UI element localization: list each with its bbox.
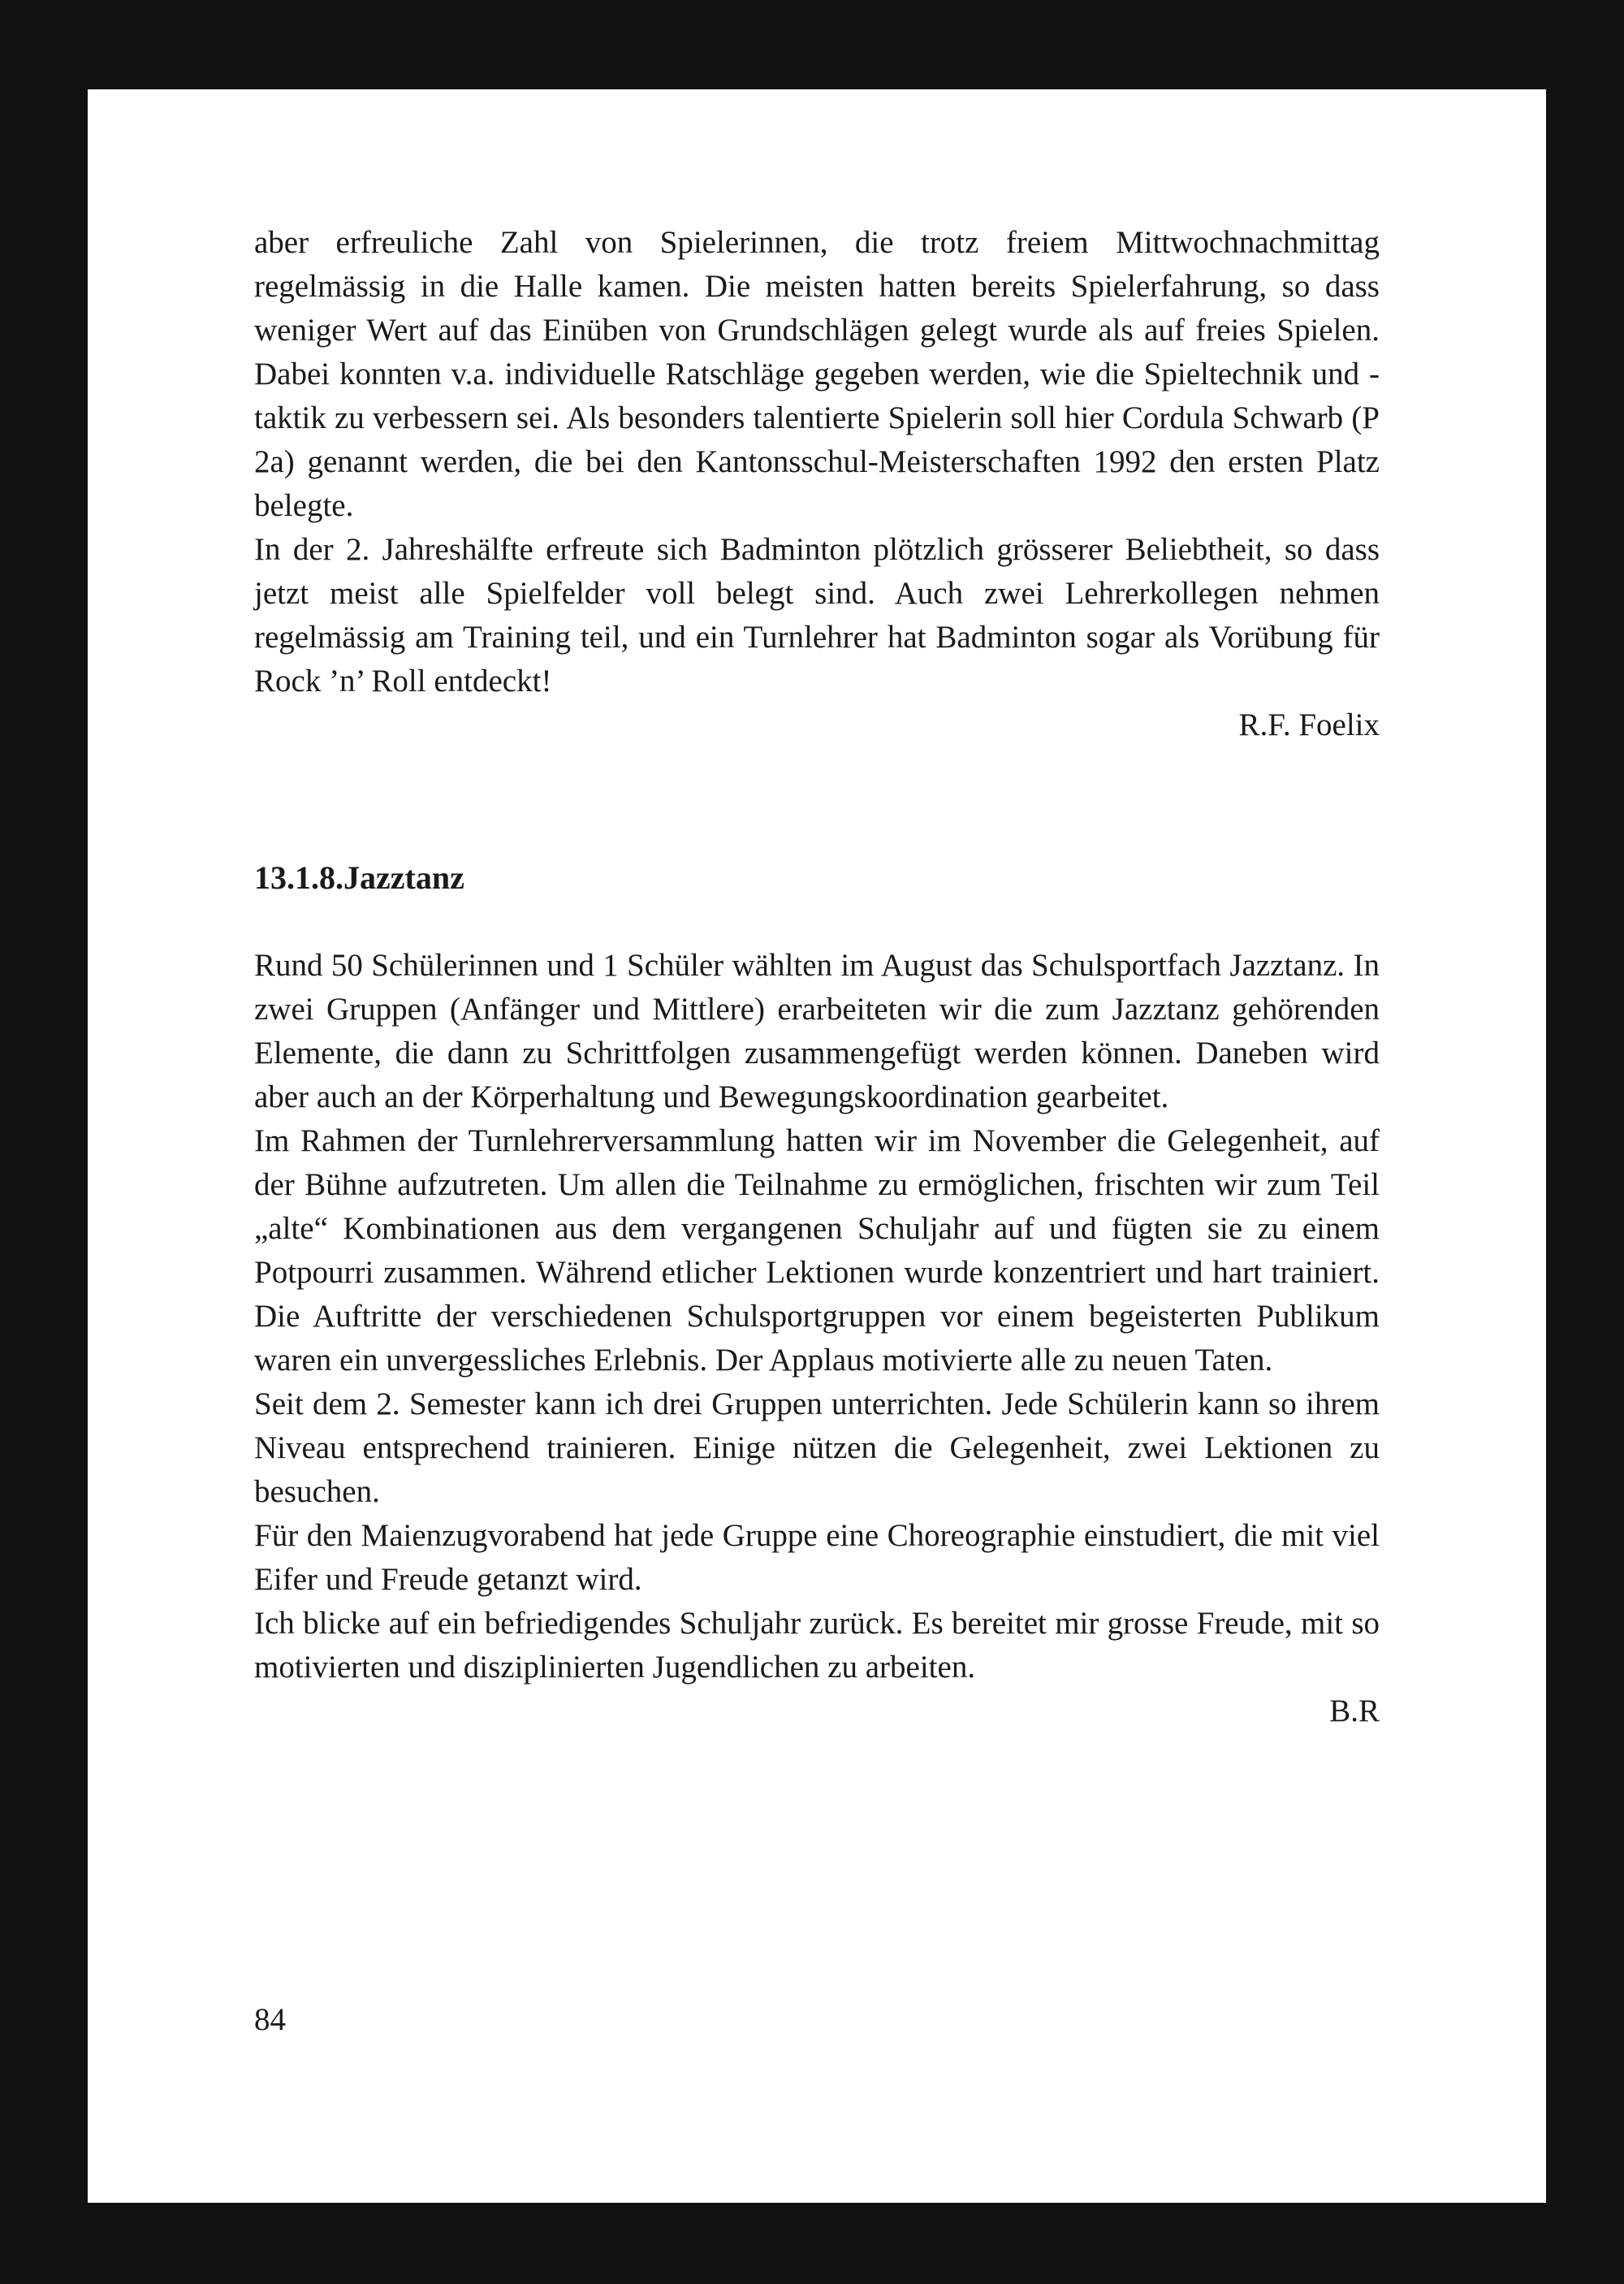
jazztanz-paragraph-2: Im Rahmen der Turnlehrerversammlung hatten wir im November die Gelegenheit, auf der Bühne aufzutreten. Um allen die Teilnahme zu ermöglichen, frischten wir zum Teil „alte“ Kombinationen aus dem vergangenen Schuljahr auf und fügten sie zu einem Potpourri zusammen. Während etlicher Lektionen wurde konzentriert und hart trainiert. Die Auftritte der verschiedenen Schulsportgruppen vor einem begeisterten Publikum waren ein unvergessliches Erlebnis. Der Applaus motivierte alle zu neuen Taten. <box>254 1123 1380 1378</box>
jazztanz-paragraph-4: Für den Maienzugvorabend hat jede Gruppe eine Choreographie einstudiert, die mit viel Eifer und Freude getanzt wird. <box>254 1518 1380 1597</box>
badminton-paragraph-2: In der 2. Jahreshälfte erfreute sich Badminton plötzlich grösserer Beliebtheit, so dass jetzt meist alle Spielfelder voll belegt sind. Auch zwei Lehrerkollegen nehmen regelmässig am Training teil, und ein Turnlehrer hat Badminton sogar als Vorübung für Rock ’n’ Roll entdeckt! <box>254 532 1380 699</box>
jazztanz-signature: B.R <box>1329 1694 1380 1728</box>
page-number: 84 <box>254 2002 286 2037</box>
section-heading-jazztanz: 13.1.8.Jazztanz <box>254 859 464 896</box>
text-column <box>254 221 1380 1733</box>
jazztanz-paragraph-5: Ich blicke auf ein befriedigendes Schuljahr zurück. Es bereitet mir grosse Freude, mit so motivierten und disziplinierten Jugendlichen zu arbeiten. <box>254 1606 1380 1685</box>
document-page <box>88 89 1546 2203</box>
jazztanz-paragraph-3: Seit dem 2. Semester kann ich drei Gruppen unterrichten. Jede Schülerin kann so ihrem Niveau entsprechend trainieren. Einige nützen die Gelegenheit, zwei Lektionen zu besuchen. <box>254 1386 1380 1509</box>
badminton-paragraph-1: aber erfreuliche Zahl von Spielerinnen, die trotz freiem Mittwochnachmittag regelmässig in die Halle kamen. Die meisten hatten bereits Spielerfahrung, so dass weniger Wert auf das Einüben von Grundschlägen gelegt wurde als auf freies Spielen. Dabei konnten v.a. individuelle Ratschläge gegeben werden, wie die Spieltechnik und -taktik zu verbessern sei. Als besonders talentierte Spielerin soll hier Cordula Schwarb (P 2a) genannt werden, die bei den Kantonsschul-Meisterschaften 1992 den ersten Platz belegte. <box>254 225 1380 523</box>
badminton-signature: R.F. Foelix <box>1238 707 1380 742</box>
jazztanz-paragraph-1: Rund 50 Schülerinnen und 1 Schüler wählten im August das Schulsportfach Jazztanz. In zwei Gruppen (Anfänger und Mittlere) erarbeiteten wir die zum Jazztanz gehörenden Elemente, die dann zu Schrittfolgen zusammengefügt werden können. Daneben wird aber auch an der Körperhaltung und Bewegungskoordination gearbeitet. <box>254 948 1380 1114</box>
